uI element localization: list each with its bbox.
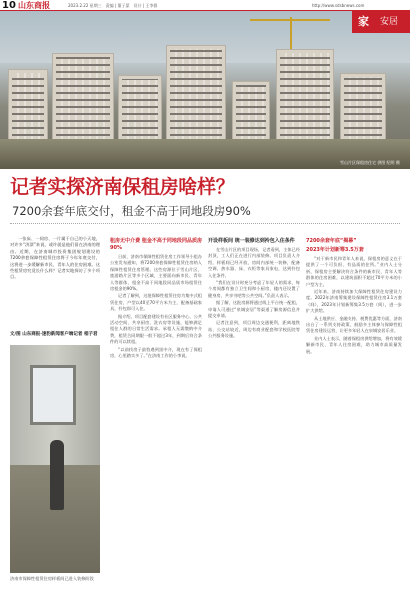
- page-meta: 2023.2.22 星期三 责编 | 董子蒙 设计 | 王李群: [68, 3, 158, 8]
- section-heading: 租房无中介费 租金不高于同地段同品质房90%: [110, 238, 202, 251]
- interior-photo: [10, 345, 100, 573]
- headline: 记者实探济南保租房啥样？: [10, 176, 235, 198]
- paragraph: 据介绍，项目配套建设有社区服务中心、公共活动空间、共享厨房、洗衣房等设施，能够满足租住人群的日常生活需求。承租人无需缴纳中介费，租赁合同期限一般不超过3年，到期后符合条件的可以续租。: [110, 313, 202, 345]
- paragraph: “我们在设计时充分考虑了年轻人的需求，每个房间都有独立卫生间和小厨房，楼内还设置了健身房、共享书吧等公共空间。”负责人表示。: [208, 280, 300, 298]
- building: [8, 69, 48, 145]
- divider: [10, 223, 400, 224]
- article-column-4: [306, 236, 402, 600]
- byline: 文/图 山东商报·速豹新闻客户端记者 相子君: [10, 332, 98, 337]
- paragraph: “对于新市民和青年人来说，保租房的意义在于提供了一个可负担、有品质的住所。”业内人士分析，保租房主要解决符合条件的新市民、青年人等群体的住房困难，以建筑面积不超过70平方米的小户型为主。: [306, 256, 402, 287]
- paragraph: “以前找房子最怕遇到黑中介，现在有了保租房，心里踏实多了。”在济南工作的小李说。: [110, 346, 202, 359]
- paragraph: 日前，济南市保障性租赁住房工作领导小组办公室发布通知，将7200余套保障性租赁住房纳入保障性租赁住房管理。这些房源位于雪山片区、旅游路片区等多个区域，主要面向新市民、青年人等群体，租金不高于同地段同品质市场租赁住房租金的90%。: [110, 254, 202, 292]
- hero-photo: [0, 11, 410, 169]
- building: [340, 73, 386, 145]
- interior-photo-caption: 济南市保障性租赁住房样板间已进入装修阶段: [10, 576, 94, 581]
- page-header: [0, 0, 410, 11]
- building: [166, 45, 226, 145]
- section-heading-2: 2023年计划新筹3.5万套: [306, 247, 364, 253]
- paragraph: 近年来，济南持续加大保障性租赁住房建设力度。2022年济南筹集建设保障性租赁住房3.1万套（间），2023年计划新筹集3.5万套（间），进一步扩大供给。: [306, 289, 402, 314]
- window: [30, 365, 76, 425]
- subheadline: 7200余套年底交付，租金不高于同地段房90%: [12, 204, 251, 218]
- section-tag-sub: 安居: [380, 17, 399, 27]
- paragraph: 在雪山片区的项目现场，记者看到，主体已经封顶，工人们正在进行内部装修。项目负责人介绍，样板间已经开放，房间内部统一装修，配备空调、热水器、床、衣柜等家具家电，达到拎包入住条件。: [208, 247, 300, 278]
- crane-arm: [250, 19, 330, 21]
- person: [50, 440, 64, 510]
- section-tag-main: 家: [358, 15, 369, 28]
- article-column-2: [110, 236, 202, 600]
- page-url: http://www.sdsbnews.com: [312, 3, 365, 8]
- section-title: 山东商报: [18, 1, 50, 10]
- photo-caption: 雪山片区保租房住宅 供图 纪明 摄: [340, 160, 400, 165]
- paragraph: 据了解，这批房源将通过线上平台统一配租，申请人可通过“泉城安居”等渠道了解房源信息并提交申请。: [208, 300, 300, 319]
- building: [118, 75, 162, 145]
- building: [52, 53, 114, 145]
- building: [232, 81, 270, 145]
- paragraph: 业内人士表示，随着保租房供给增加，将有效缓解新市民、青年人住房困难，助力城市高质量发展。: [306, 335, 402, 354]
- section-heading: 7200余套年底“揭幕”: [306, 238, 357, 244]
- paragraph: 记者了解到，这批保障性租赁住房为集中式租赁住房，户型以40至70平方米为主，配备基础家具，拎包即可入住。: [110, 293, 202, 312]
- section-heading: 开设样板间 统一装修达到拎包入住条件: [208, 238, 295, 244]
- lead-column: [10, 236, 100, 328]
- page-number: 10: [2, 0, 16, 11]
- building: [276, 49, 334, 145]
- section-tag: [352, 11, 410, 33]
- paragraph: 从土地供应、金融支持、税费优惠等方面，济南出台了一系列支持政策，鼓励多主体参与保障性租赁住房建设运营，让更多年轻人在泉城安居乐业。: [306, 315, 402, 334]
- lead-paragraph: 一张床、一间房、一片属于自己的小天地，对许多“济漂”来说，或许就是他们留在济南的理由。近期，在济南城市投资集团规划建设的7200余套保障性租赁住房将于今年年底交付，这将进一步缓解新市民、青年人的住房困难。这些租赁房究竟长什么样？记者实地探访了多个项目。: [10, 236, 100, 280]
- paragraph: 记者注意到，项目周边交通便利，距离地铁站、公交站较近，周边有商业配套和学校医院等公共服务设施。: [208, 320, 300, 339]
- article-column-3: [208, 236, 300, 600]
